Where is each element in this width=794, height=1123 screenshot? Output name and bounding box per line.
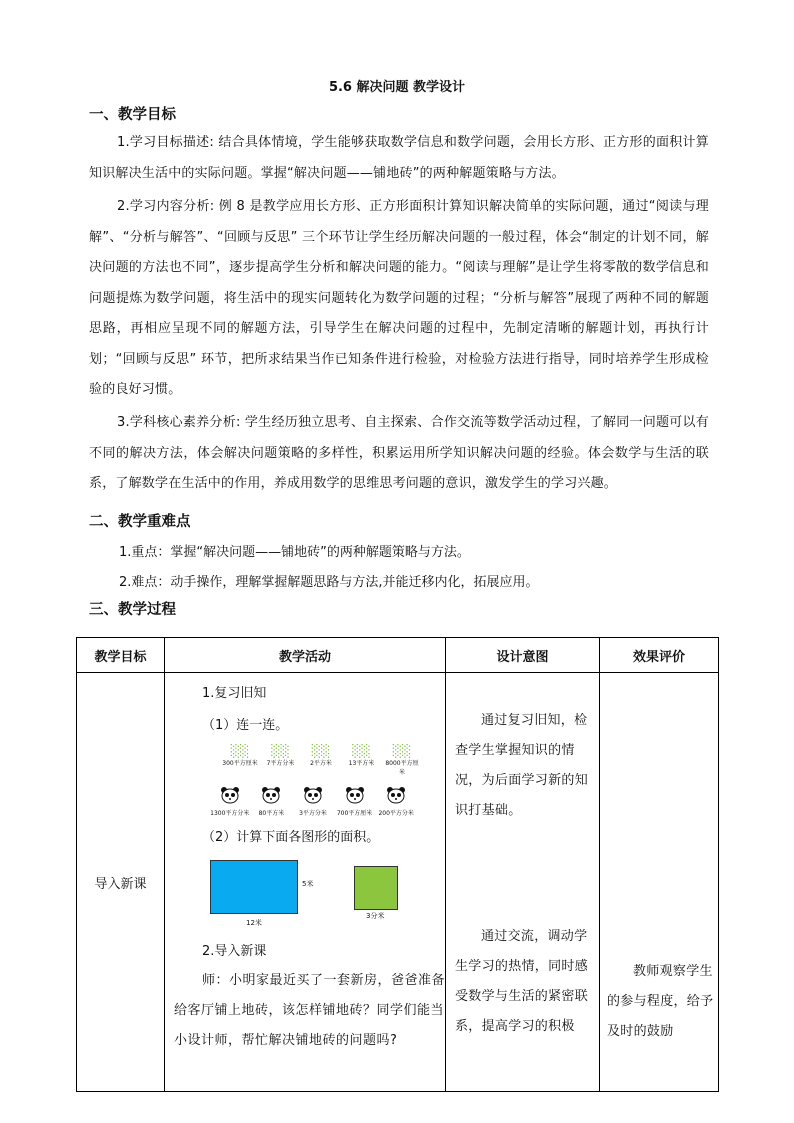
bamboo-label: 8000平方厘米	[385, 760, 419, 776]
bamboo-label: 2平方米	[310, 760, 332, 767]
table-header-row	[77, 638, 719, 673]
bamboo-item	[302, 744, 340, 770]
header-evaluation: 效果评价	[600, 638, 719, 673]
rectangle-figure	[210, 860, 298, 914]
panda-icon	[386, 786, 406, 804]
intent-introduce-text: 通过交流，调动学生学习的热情，同时感受数学与生活的紧密联系，提高学习的积极	[455, 929, 589, 1034]
section-heading-process: 三、教学过程	[89, 602, 176, 618]
intent-cell	[446, 673, 600, 1092]
panda-label: 80平方米	[258, 810, 285, 817]
panda-label: 700平方厘米	[336, 810, 373, 817]
section-heading-key-points: 二、教学重难点	[89, 514, 191, 530]
square-side-label: 3分米	[366, 912, 385, 920]
sub-calculate: （2）计算下面各图形的面积。	[202, 830, 380, 845]
panda-label: 3平方分米	[299, 810, 327, 817]
panda-icon	[345, 786, 365, 804]
evaluation-text: 教师观察学生的参与程度，给予及时的鼓励	[607, 964, 714, 1039]
teacher-dialogue: 师：小明家最近买了一套新房，爸爸准备给客厅铺上地砖，该怎样铺地砖？同学们能当小设计师，帮忙解决铺地砖的问题吗?	[174, 973, 446, 1048]
panda-item	[375, 786, 417, 816]
bamboo-item	[343, 744, 381, 770]
page-title: 5.6 解决问题 教学设计	[328, 80, 466, 95]
paragraph-goal-description: 1.学习目标描述: 结合具体情境，学生能够获取数学信息和数学问题，会用长方形、正方形的面积计算知识解决生活中的实际问题。掌握“解决问题——铺地砖”的两种解题策略与方法。	[89, 135, 709, 181]
panda-icon	[220, 786, 240, 804]
header-intent: 设计意图	[446, 638, 600, 673]
table-row	[77, 673, 719, 1092]
panda-label: 1300平方分米	[210, 810, 250, 817]
goal-cell: 导入新课	[77, 673, 165, 1092]
bamboo-icon: ░░	[230, 744, 250, 758]
square-figure	[354, 866, 398, 910]
panda-item	[251, 786, 293, 816]
teaching-process-table	[76, 637, 719, 1092]
evaluation-cell	[600, 673, 719, 1092]
bamboo-label: 7平方分米	[266, 760, 295, 767]
paragraph-core-literacy: 3.学科核心素养分析: 学生经历独立思考、自主探索、合作交流等数学活动过程，了解同一问题可以有不同的解决方法，体会解决问题策略的多样性，积累运用所学知识解决问题的经验。体会数学与生活的联系，了解数学在生活中的作用，养成用数学的思维思考问题的意识，激发学生的学习兴趣。	[89, 415, 709, 491]
section-heading-goals: 一、教学目标	[89, 107, 176, 123]
difficulty-item: 2.难点：动手操作，理解掌握解题思路与方法,并能迁移内化，拓展应用。	[119, 575, 539, 590]
bamboo-icon: ░░	[271, 744, 290, 758]
panda-item	[334, 786, 376, 816]
bamboo-item	[262, 744, 300, 770]
step-review: 1.复习旧知	[202, 686, 267, 701]
bamboo-item	[383, 744, 421, 776]
step-introduce: 2.导入新课	[202, 944, 267, 959]
intent-review-text: 通过复习旧知，检查学生掌握知识的情况，为后面学习新的知识打基础。	[455, 713, 589, 818]
bamboo-icon: ░░	[311, 744, 331, 758]
rectangle-width-label: 12米	[246, 919, 262, 927]
panda-label: 200平方分米	[378, 810, 414, 817]
panda-icon	[303, 786, 323, 804]
bamboo-icon: ░░	[352, 744, 371, 758]
bamboo-icon: ░░	[392, 744, 412, 758]
panda-item	[209, 786, 251, 816]
matching-exercise	[210, 744, 421, 824]
rectangle-height-label: 5米	[302, 880, 314, 888]
bamboo-label: 300平方厘米	[222, 760, 258, 767]
panda-item	[292, 786, 334, 816]
bamboo-item	[221, 744, 259, 770]
sub-connect: （1）连一连。	[202, 718, 289, 733]
paragraph-content-analysis: 2.学习内容分析: 例 8 是教学应用长方形、正方形面积计算知识解决简单的实际问题，通过“阅读与理解”、“分析与解答”、“回顾与反思” 三个环节让学生经历解决问题的一般过程，体会“制定的计划不同，解决问题的方法也不同”，逐步提高学生分析和解决问题的能力。“阅读与理解”是让学生将零散的数学信息和问题提炼为数学问题，将生活中的现实问题转化为数学问题的过程；“分析与解答”展现了两种不同的解题思路，再相应呈现不同的解题方法，引导学生在解决问题的过程中，先制定清晰的解题计划，再执行计划；“回顾与反思” 环节，把所求结果当作已知条件进行检验，对检验方法进行指导，同时培养学生形成检验的良好习惯。	[89, 199, 709, 397]
key-point-item: 1.重点：掌握“解决问题——铺地砖”的两种解题策略与方法。	[119, 545, 470, 560]
header-goal: 教学目标	[77, 638, 165, 673]
bamboo-label: 13平方米	[348, 760, 375, 767]
activity-cell	[165, 673, 446, 1092]
panda-icon	[261, 786, 281, 804]
header-activity: 教学活动	[165, 638, 446, 673]
